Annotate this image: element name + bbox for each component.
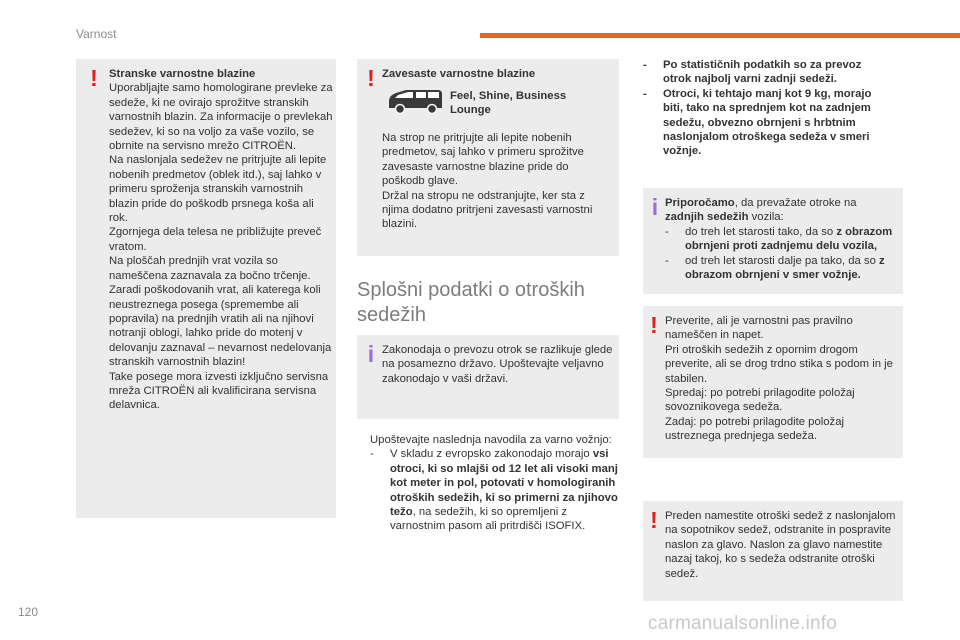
list-item: - Otroci, ki tehtajo manj kot 9 kg, morajo biti, tako na sprednjem kot na zadnjem sedežu, obvezno obrnjeni s hrbtnim naslonjalom otroškega sedeža v smeri vožnje. — [643, 87, 872, 158]
headrest-warning-box — [643, 501, 903, 601]
list-item: - do treh let starosti tako, da so z obrazom obrnjeni proti zadnjemu delu vozila, — [665, 225, 893, 253]
item-text: Otroci, ki tehtajo manj kot 9 kg, morajo biti, tako na sprednjem kot na zadnjem sedežu, obvezno obrnjeni s hrbtnim naslonjalom otroškega sedeža v smeri vožnje. — [663, 87, 872, 158]
instructions-intro: Upoštevajte naslednja navodila za varno vožnjo: — [370, 434, 612, 446]
page-number: 120 — [18, 605, 39, 619]
instructions — [370, 433, 620, 534]
watermark: carmanualsonline.info — [648, 613, 838, 634]
item-text: od treh let starosti dalje pa tako, da so — [685, 254, 876, 267]
headrest-warning-text: Preden namestite otroški sedež z naslonjalom na sopotnikov sedež, odstranite in pospravite naslon za glavo. Naslon za glavo namestite nazaj takoj, ko s sedeža odstranite otroški sedež. — [665, 510, 896, 580]
info-icon: i — [367, 341, 375, 367]
item-text: Po statističnih podatkih so za prevoz otrok najbolj varni zadnji sedeži. — [663, 59, 862, 86]
recommendation-text — [665, 196, 897, 282]
side-airbags-content — [109, 67, 333, 413]
curtain-airbags-text: Na strop ne pritrjujte ali lepite nobenih predmetov, saj lahko v primeru sprožitve zavesaste varnostne blazine pride do poškodb glave. Držal na stropu ne odstranjujte, ker sta z njima dodatno pritrjeni zavesasti varnostni blazini. — [382, 132, 593, 231]
item-bold-text: vsi otroci, ki so mlajši od 12 let ali visoki manj kot meter in pol, potovati v homologiranih otroških sedežih, ki so primerni za njihovo težo — [390, 448, 618, 519]
recommendation-lead — [665, 196, 897, 225]
lead-bold-2: zadnjih sedežih — [665, 211, 749, 224]
lead-plain: , da prevažate otroke na — [734, 197, 857, 209]
rear-seat-notes — [643, 58, 891, 159]
van-icon — [386, 88, 444, 114]
warning-icon: ! — [650, 507, 658, 533]
recommendation-box — [643, 188, 903, 294]
curtain-airbags-title: Zavesaste varnostne blazine — [382, 68, 536, 80]
item-bold-text: z obrazom obrnjeni v smer vožnje. — [685, 254, 885, 282]
page-header-title: Varnost — [76, 27, 117, 41]
item-end-text: , na sedežih, ki so opremljeni z varnostnim pasom ali pritrdišči ISOFIX. — [390, 506, 586, 533]
legislation-info-box — [357, 335, 619, 419]
info-icon: i — [651, 194, 659, 220]
lead-bold: Priporočamo — [665, 197, 735, 209]
warning-icon: ! — [650, 312, 658, 338]
item-text: V skladu z evropsko zakonodajo morajo — [390, 448, 590, 461]
section-heading: Splošni podatki o otroških sedežih — [357, 279, 585, 326]
legislation-info-text: Zakonodaja o prevozu otrok se razlikuje glede na posamezno državo. Upoštevajte veljavno zakonodajo v vaši državi. — [382, 344, 613, 385]
list-item: - Po statističnih podatkih so za prevoz otrok najbolj varni zadnji sedeži. — [643, 59, 862, 86]
warning-icon: ! — [90, 65, 98, 91]
side-airbags-title: Stranske varnostne blazine — [109, 68, 256, 80]
curtain-airbags-versions: Feel, Shine, Business Lounge — [450, 90, 567, 117]
belt-warning-text: Preverite, ali je varnostni pas pravilno nameščen in napet. Pri otroških sedežih z opornim drogom preverite, ali se drog trdno stika s podom in je stabilen. Spredaj: po potrebi prilagodite položaj sovoznikovega sedeža. Zadaj: po potrebi prilagodite položaj ustreznega prednjega sedeža. — [665, 315, 893, 443]
belt-warning-box — [643, 306, 903, 458]
side-airbags-text: Uporabljajte samo homologirane prevleke za sedeže, ki ne ovirajo sprožitve stranskih varnostnih blazin. Za informacije o prevlekah sedežev, ki so na voljo za vaše vozilo, se obrnite na servisno mrežo CITROËN. Na naslonjala sedežev ne pritrjujte ali lepite nobenih predmetov (oblek itd.), saj lahko v primeru sproženja stranskih varnostnih blazin pride do poškodb prsnega koša ali rok. Zgornjega dela telesa ne približujte preveč vratom. Na ploščah prednjih vrat vozila so nameščena zaznavala za bočno trčenje. Zaradi poškodovanih vrat, ali katerega koli neustreznega posega (spremembe ali popravila) na prednjih vratih ali na njihovi notranji oblogi, lahko pride do motenj v delovanju zaznaval – nevarnost nedelovanja stranskih varnostnih blazin! Take posege mora izvesti izključno servisna mreža CITROËN ali kvalificirana servisna delavnica. — [109, 82, 333, 412]
item-text: do treh let starosti tako, da so — [685, 225, 834, 238]
side-airbags-box — [76, 59, 336, 518]
header-accent-bar — [480, 33, 960, 38]
item-bold-text: z obrazom obrnjeni proti zadnjemu delu vozila, — [685, 225, 893, 253]
list-item: - V skladu z evropsko zakonodajo morajo vsi otroci, ki so mlajši od 12 let ali visoki manj kot meter in pol, potovati v homologiranih otroških sedežih, ki so primerni za njihovo težo, na sedežih, ki so opremljeni z varnostnim pasom ali pritrdišči ISOFIX. — [370, 448, 618, 533]
list-item: - od treh let starosti dalje pa tako, da so z obrazom obrnjeni v smer vožnje. — [665, 254, 885, 282]
warning-icon: ! — [367, 65, 375, 91]
lead-end: vozila: — [748, 211, 784, 224]
